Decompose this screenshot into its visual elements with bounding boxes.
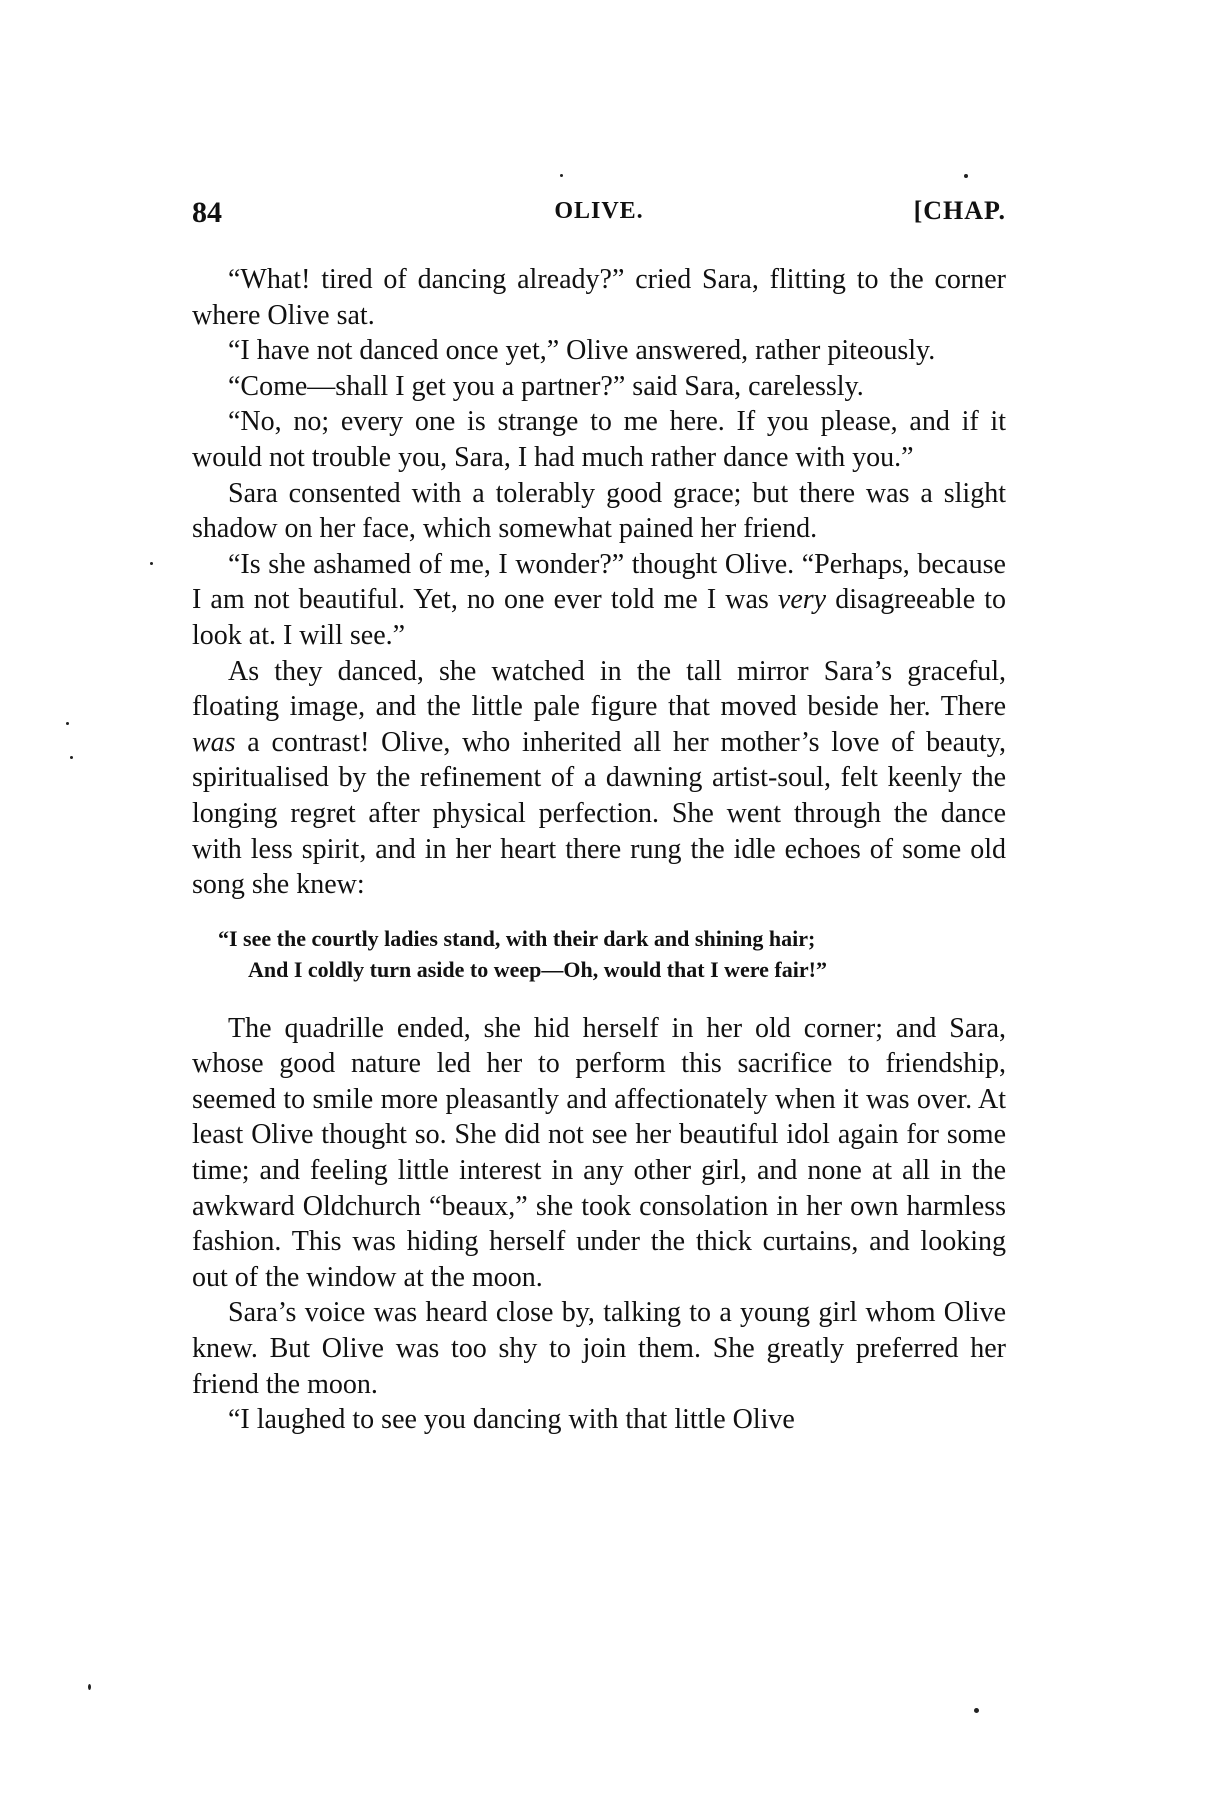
paragraph-7 — [192, 654, 1006, 903]
print-speck — [150, 562, 153, 565]
page-header — [192, 196, 1006, 236]
print-speck — [88, 1684, 91, 1690]
verse-line-1: “I see the courtly ladies stand, with their dark and shining hair; — [218, 925, 816, 951]
chapter-mark: [CHAP. — [913, 196, 1006, 225]
paragraph-1: “What! tired of dancing already?” cried Sara, flitting to the corner where Olive sat. — [192, 264, 1006, 331]
print-speck — [66, 722, 69, 725]
verse-quotation — [192, 923, 1006, 985]
print-speck — [70, 756, 73, 759]
page-number: 84 — [192, 196, 222, 229]
paragraph-7-text-before: As they danced, she watched in the tall mirror Sara’s graceful, floating image, and the little pale figure that moved beside her. There — [192, 655, 1006, 723]
body-text — [192, 262, 1006, 1438]
print-speck — [964, 174, 968, 178]
paragraph-7-text-after: a contrast! Olive, who inherited all her mother’s love of beauty, spiritualised by the refinement of a dawning artist-soul, felt keenly the longing regret after physical perfection. She went through the dance with less spirit, and in her heart there rung the idle echoes of some old song she knew: — [192, 726, 1006, 901]
paragraph-6-text-before: “Is she ashamed of me, I wonder?” thought Olive. “Perhaps, because I am not beautiful. Yet, no one ever told me I was — [192, 548, 1006, 616]
paragraph-8: The quadrille ended, she hid herself in her old corner; and Sara, whose good nature led her to perform this sacrifice to friendship, seemed to smile more pleasantly and affectionately when it was over. At least Olive thought so. She did not see her beautiful idol again for some time; and feeling little interest in any other girl, and none at all in the awkward Oldchurch “beaux,” she took consolation in her own harmless fashion. This was hiding herself under the thick curtains, and looking out of the window at the moon. — [192, 1012, 1006, 1293]
paragraph-7-emphasis: was — [192, 726, 236, 758]
print-speck — [974, 1708, 979, 1713]
paragraph-6-emphasis: very — [777, 584, 827, 616]
paragraph-5: Sara consented with a tolerably good grace; but there was a slight shadow on her face, which somewhat pained her friend. — [192, 477, 1006, 545]
paragraph-6 — [192, 547, 1006, 654]
paragraph-2: “I have not danced once yet,” Olive answered, rather piteously. — [228, 335, 936, 367]
paragraph-10: “I laughed to see you dancing with that little Olive — [228, 1404, 795, 1436]
paragraph-4: “No, no; every one is strange to me here. If you please, and if it would not trouble you, Sara, I had much rather dance with you.” — [192, 406, 1006, 473]
print-speck — [560, 174, 563, 177]
paragraph-9: Sara’s voice was heard close by, talking to a young girl whom Olive knew. But Olive was too shy to join them. She greatly preferred her friend the moon. — [192, 1297, 1006, 1400]
verse-line-2: And I coldly turn aside to weep—Oh, would that I were fair!” — [248, 956, 827, 982]
running-title: OLIVE. — [554, 198, 644, 224]
paragraph-6-text-after: disagreeable to look at. I will see.” — [192, 584, 1006, 651]
paragraph-3: “Come—shall I get you a partner?” said Sara, carelessly. — [228, 370, 864, 402]
